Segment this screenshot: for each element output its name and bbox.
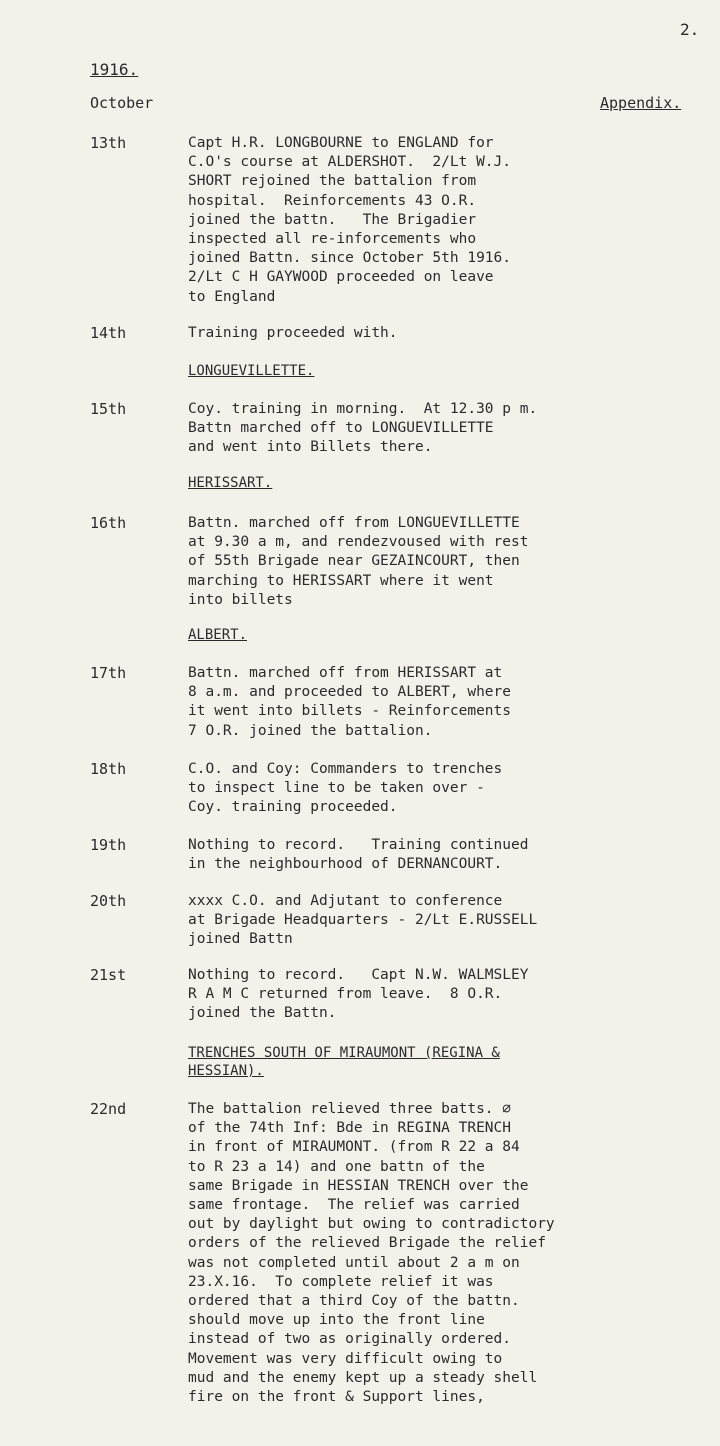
entry-date: 17th <box>90 664 127 682</box>
entry-text: C.O. and Coy: Commanders to trenches to inspect line to be taken over - Coy. training proceeded. <box>188 761 503 816</box>
location-herissart: HERISSART. <box>188 475 273 491</box>
location-trenches-miraumont: TRENCHES SOUTH OF MIRAUMONT (REGINA & HESSIAN). <box>188 1045 500 1079</box>
entry-date: 20th <box>90 892 127 910</box>
entry-date: 15th <box>90 400 127 418</box>
entry-date: 18th <box>90 760 127 778</box>
location-longuevillette: LONGUEVILLETTE. <box>188 363 315 379</box>
month-heading: October <box>90 94 154 112</box>
entry-text: Capt H.R. LONGBOURNE to ENGLAND for C.O's course at ALDERSHOT. 2/Lt W.J. SHORT rejoined the battalion from hospital. Reinforcements 43 O.R. joined the battn. The Brigadier inspected all re-inforcements who joined Battn. since October 5th 1916. 2/Lt C H GAYWOOD proceeded on leave to England <box>188 135 512 305</box>
entry-text: The battalion relieved three batts. ∅ of the 74th Inf: Bde in REGINA TRENCH in front of MIRAUMONT. (from R 22 a 84 to R 23 a 14) and one battn of the same Brigade in HESSIAN TRENCH over the same frontage. The relief was carried out by daylight but owing to contradictory orders of the relieved Brigade the relief was not completed until about 2 a m on 23.X.16. To complete relief it was ordered that a third Coy of the battn. should move up into the front line instead of two as originally ordered. Movement was very difficult owing to mud and the enemy kept up a steady shell fire on the front & Support lines, <box>188 1101 555 1406</box>
entry-date: 14th <box>90 324 127 342</box>
year-heading: 1916. <box>90 60 139 79</box>
entry-text: Nothing to record. Training continued in the neighbourhood of DERNANCOURT. <box>188 837 529 873</box>
location-albert: ALBERT. <box>188 627 248 643</box>
entry-date: 19th <box>90 836 127 854</box>
entry-text: Training proceeded with. <box>188 325 398 341</box>
entry-date: 21st <box>90 966 127 984</box>
entry-date: 16th <box>90 514 127 532</box>
entry-text: Coy. training in morning. At 12.30 p m. Battn marched off to LONGUEVILLETTE and went into Billets there. <box>188 401 538 456</box>
appendix-heading: Appendix. <box>600 94 682 112</box>
entry-text: Battn. marched off from HERISSART at 8 a.m. and proceeded to ALBERT, where it went into billets - Reinforcements 7 O.R. joined the battalion. <box>188 665 512 739</box>
entry-date: 13th <box>90 134 127 152</box>
entry-date: 22nd <box>90 1100 127 1118</box>
entry-text: Battn. marched off from LONGUEVILLETTE at 9.30 a m, and rendezvoused with rest of 55th Brigade near GEZAINCOURT, then marching to HERISSART where it went into billets <box>188 515 529 608</box>
entry-text: xxxx C.O. and Adjutant to conference at Brigade Headquarters - 2/Lt E.RUSSELL joined Battn <box>188 893 538 948</box>
entry-text: Nothing to record. Capt N.W. WALMSLEY R A M C returned from leave. 8 O.R. joined the Battn. <box>188 967 529 1022</box>
page-number: 2. <box>680 20 700 39</box>
